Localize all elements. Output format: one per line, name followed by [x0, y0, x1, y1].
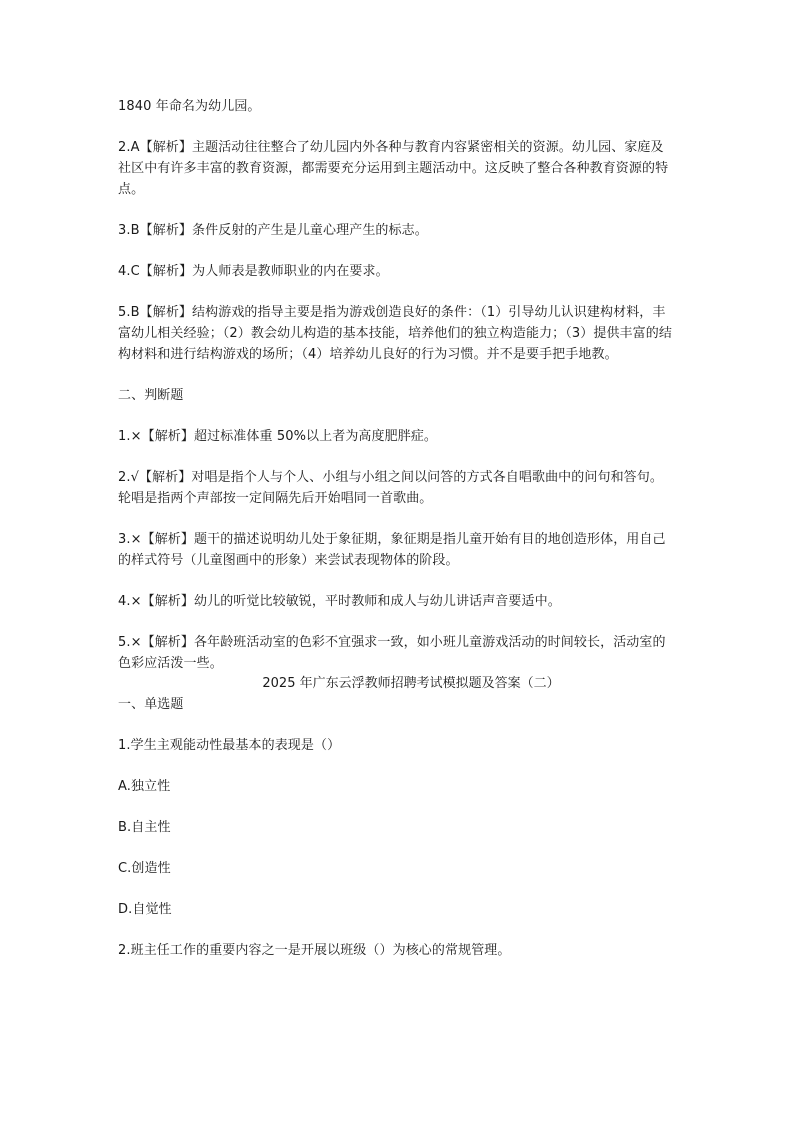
- question-1-option-a: A.独立性: [118, 779, 171, 794]
- answer-single-5: 5.B【解析】结构游戏的指导主要是指为游戏创造良好的条件：（1）引导幼儿认识建构材料，丰富幼儿相关经验；（2）教会幼儿构造的基本技能，培养他们的独立构造能力；（3）提供丰富的结构材料和进行结构游戏的场所；（4）培养幼儿良好的行为习惯。并不是要手把手地教。: [118, 305, 672, 362]
- answer-judge-4: 4.×【解析】幼儿的听觉比较敏锐，平时教师和成人与幼儿讲话声音要适中。: [118, 594, 561, 609]
- question-1-stem: 1.学生主观能动性最基本的表现是（）: [118, 738, 341, 753]
- question-1-option-c: C.创造性: [118, 861, 171, 876]
- question-2-stem: 2.班主任工作的重要内容之一是开展以班级（）为核心的常规管理。: [118, 943, 511, 958]
- answer-judge-2: 2.√【解析】对唱是指个人与个人、小组与小组之间以问答的方式各自唱歌曲中的问句和答句。轮唱是指两个声部按一定间隔先后开始唱同一首歌曲。: [118, 470, 663, 506]
- single-choice-heading: 一、单选题: [118, 697, 184, 712]
- question-1-option-b: B.自主性: [118, 820, 171, 835]
- judge-section-heading: 二、判断题: [118, 388, 184, 403]
- answer-judge-5: 5.×【解析】各年龄班活动室的色彩不宜强求一致，如小班儿童游戏活动的时间较长，活动室的色彩应活泼一些。: [118, 635, 666, 671]
- answer-single-3: 3.B【解析】条件反射的产生是儿童心理产生的标志。: [118, 223, 428, 238]
- answer-judge-1: 1.×【解析】超过标准体重 50%以上者为高度肥胖症。: [118, 429, 438, 444]
- answer-intro: 1840 年命名为幼儿园。: [118, 99, 261, 114]
- answer-judge-3: 3.×【解析】题干的描述说明幼儿处于象征期，象征期是指儿童开始有目的地创造形体，用自己的样式符号（儿童图画中的形象）来尝试表现物体的阶段。: [118, 532, 666, 568]
- document-page: [118, 96, 674, 961]
- question-1-option-d: D.自觉性: [118, 902, 172, 917]
- answer-single-4: 4.C【解析】为人师表是教师职业的内在要求。: [118, 264, 389, 279]
- answer-single-2: 2.A【解析】主题活动往往整合了幼儿园内外各种与教育内容紧密相关的资源。幼儿园、家庭及社区中有许多丰富的教育资源，都需要充分运用到主题活动中。这反映了整合各种教育资源的特点。: [118, 140, 669, 197]
- exam-title: 2025 年广东云浮教师招聘考试模拟题及答案（二）: [262, 676, 560, 691]
